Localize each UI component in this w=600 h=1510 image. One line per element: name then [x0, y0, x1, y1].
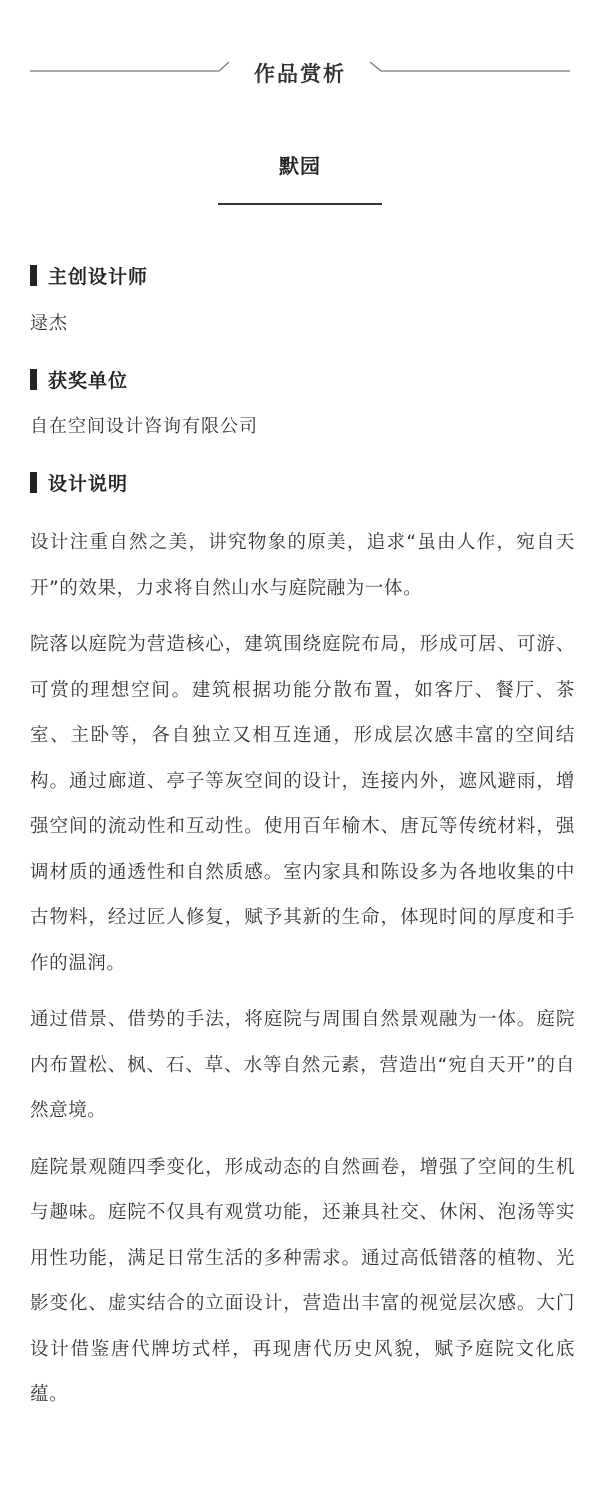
award-unit-heading [30, 366, 128, 392]
designer-label: 主创设计师 [48, 265, 149, 288]
description-paragraph: 通过借景、借势的手法，将庭院与周围自然景观融为一体。庭院内布置松、枫、石、草、水等自然元素，营造出“宛自天开”的自然意境。 [30, 1009, 575, 1121]
designer-value: 逯杰 [30, 313, 68, 334]
designer-heading [30, 262, 148, 288]
description-paragraph: 院落以庭院为营造核心，建筑围绕庭院布局，形成可居、可游、可赏的理想空间。建筑根据功能分散布置，如客厅、餐厅、茶室、主卧等，各自独立又相互连通，形成层次感丰富的空间结构。通过廊道、亭子等灰空间的设计，连接内外，遮风避雨，增强空间的流动性和互动性。使用百年榆木、唐瓦等传统材料，强调材质的通透性和自然质感。室内家具和陈设多为各地收集的中古物料，经过匠人修复，赋予其新的生命，体现时间的厚度和手作的温润。 [30, 634, 575, 974]
award-unit-value: 自在空间设计咨询有限公司 [30, 416, 258, 437]
award-unit-label: 获奖单位 [48, 369, 129, 392]
project-title: 默园 [279, 154, 321, 178]
title-underline [218, 203, 382, 205]
description-paragraph: 庭院景观随四季变化，形成动态的自然画卷，增强了空间的生机与趣味。庭院不仅具有观赏功能，还兼具社交、休闲、泡汤等实用性功能，满足日常生活的多种需求。通过高低错落的植物、光影变化、虚实结合的立面设计，营造出丰富的视觉层次感。大门设计借鉴唐代牌坊式样，再现唐代历史风貌，赋予庭院文化底蕴。 [30, 1156, 575, 1405]
heading-bar-icon [30, 369, 37, 390]
heading-bar-icon [30, 472, 37, 493]
section-header [0, 50, 600, 96]
description-paragraph: 设计注重自然之美，讲究物象的原美，追求“虽由人作，宛自天开”的效果，力求将自然山水与庭院融为一体。 [30, 532, 575, 599]
design-description [30, 520, 575, 1429]
description-heading [30, 469, 128, 495]
heading-bar-icon [30, 265, 37, 286]
header-title: 作品赏析 [254, 62, 346, 86]
description-label: 设计说明 [48, 472, 129, 495]
